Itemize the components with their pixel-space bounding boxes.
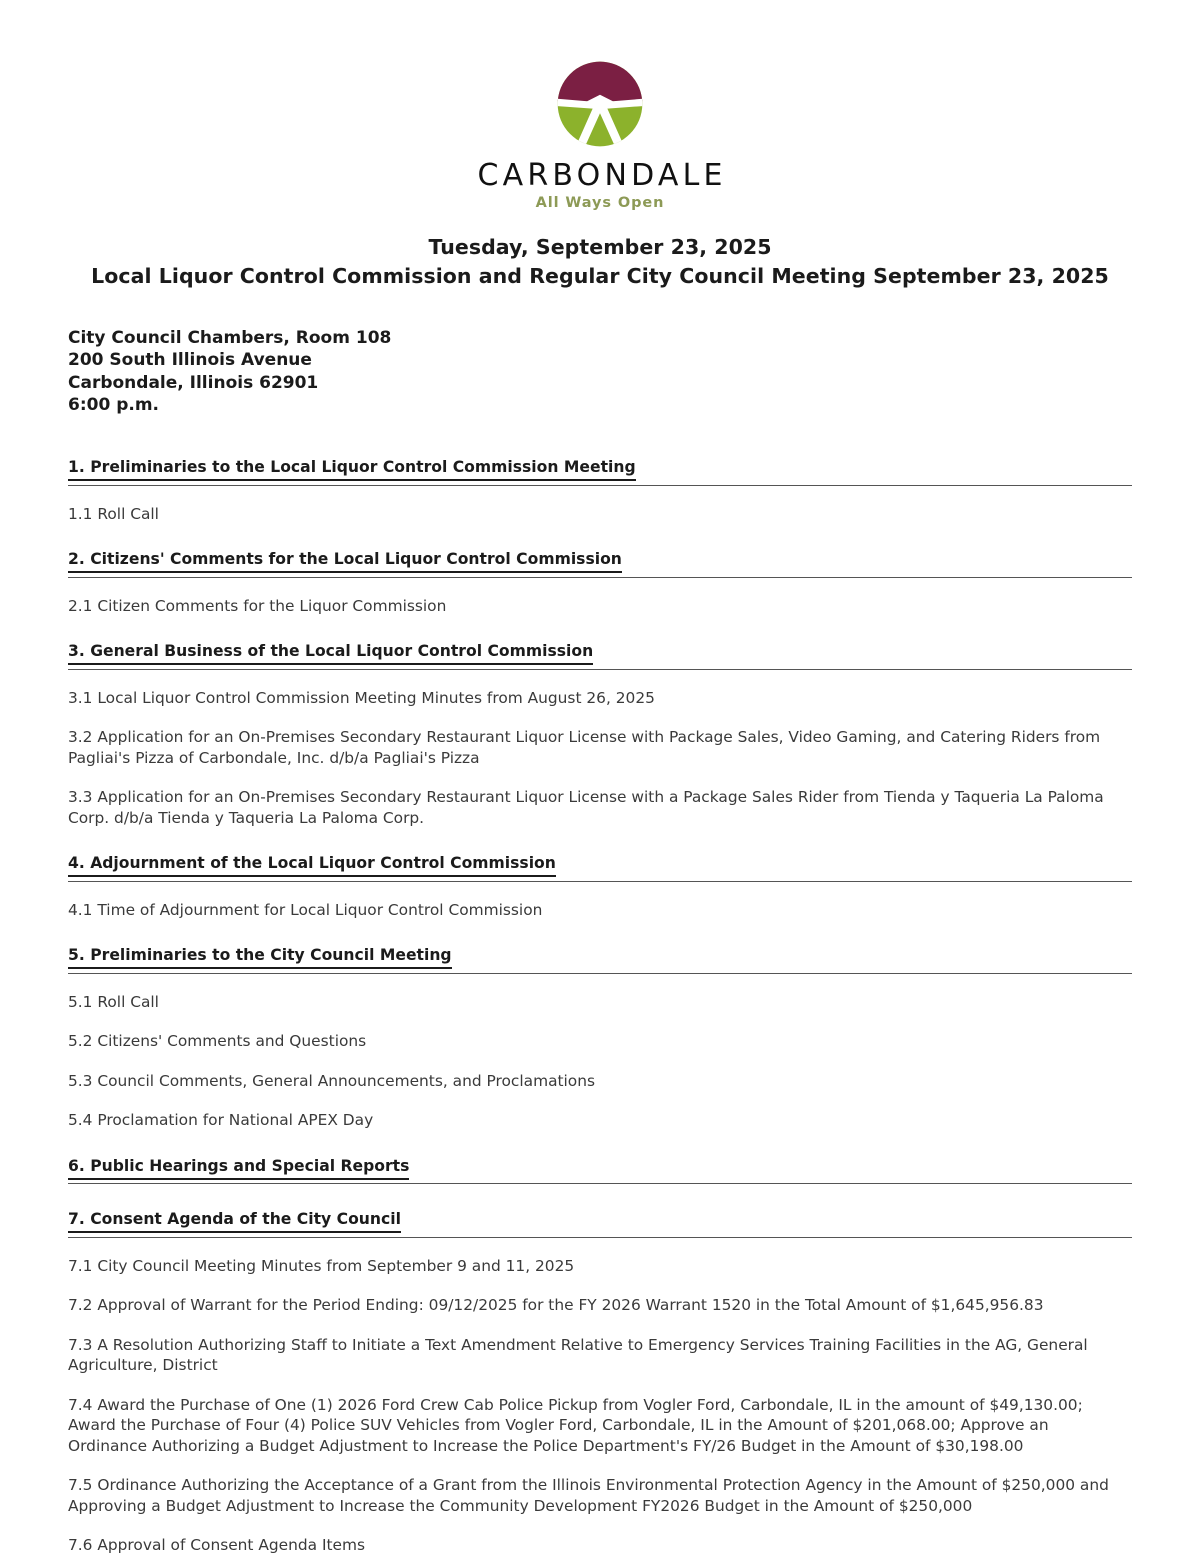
logo-wordmark: CARBONDALE [477, 158, 727, 193]
agenda-section-items [68, 504, 1132, 524]
location-street: 200 South Illinois Avenue [68, 350, 312, 371]
agenda-section-divider [68, 1183, 1132, 1184]
agenda-section-heading[interactable] [68, 946, 1132, 970]
location-city-state-zip: Carbondale, Illinois 62901 [68, 372, 319, 393]
agenda-item[interactable]: 3.1 Local Liquor Control Commission Meeting Minutes from August 26, 2025 [68, 688, 655, 707]
agenda-sections-list [68, 458, 1132, 1555]
meeting-time: 6:00 p.m. [68, 395, 160, 416]
agenda-item[interactable]: 5.1 Roll Call [68, 992, 159, 1011]
agenda-section-items [68, 596, 1132, 616]
agenda-section-divider [68, 881, 1132, 882]
agenda-item[interactable]: 3.3 Application for an On-Premises Secondary Restaurant Liquor License with a Package Sales Rider from Tienda y Taqueria La Paloma Corp. d/b/a Tienda y Taqueria La Paloma Corp. [68, 788, 1104, 827]
agenda-item[interactable]: 5.4 Proclamation for National APEX Day [68, 1111, 374, 1130]
logo-tagline: All Ways Open [535, 195, 665, 211]
meeting-name-line: Local Liquor Control Commission and Regular City Council Meeting September 23, 2025 [91, 263, 1109, 288]
agenda-item[interactable]: 7.4 Award the Purchase of One (1) 2026 Ford Crew Cab Police Pickup from Vogler Ford, Carbondale, IL in the amount of $49,130.00; Award the Purchase of Four (4) Police SUV Vehicles from Vogler Ford, Carbondale, IL in the Amount of $201,068.00; Approve an Ordinance Authorizing a Budget Adjustment to Increase the Police Department's FY/26 Budget in the Amount of $30,198.00 [68, 1395, 1083, 1455]
agenda-item[interactable]: 3.2 Application for an On-Premises Secondary Restaurant Liquor License with Package Sales, Video Gaming, and Catering Riders from Pagliai's Pizza of Carbondale, Inc. d/b/a Pagliai's Pizza [68, 728, 1101, 767]
agenda-section-heading-text: 5. Preliminaries to the City Council Meeting [68, 946, 452, 969]
agenda-section-divider [68, 485, 1132, 486]
agenda-item[interactable]: 7.6 Approval of Consent Agenda Items [68, 1536, 366, 1555]
agenda-section [68, 1157, 1132, 1184]
agenda-section [68, 550, 1132, 616]
agenda-section [68, 946, 1132, 1130]
agenda-section-items [68, 1256, 1132, 1556]
agenda-item[interactable]: 1.1 Roll Call [68, 504, 159, 523]
agenda-item[interactable]: 4.1 Time of Adjournment for Local Liquor Control Commission [68, 900, 543, 919]
agenda-item[interactable]: 7.1 City Council Meeting Minutes from September 9 and 11, 2025 [68, 1256, 575, 1275]
agenda-section-items [68, 992, 1132, 1131]
location-room: City Council Chambers, Room 108 [68, 327, 392, 348]
agenda-item[interactable]: 7.2 Approval of Warrant for the Period Ending: 09/12/2025 for the FY 2026 Warrant 1520 in the Total Amount of $1,645,956.83 [68, 1296, 1044, 1315]
agenda-section-heading-text: 3. General Business of the Local Liquor Control Commission [68, 642, 593, 665]
agenda-item[interactable]: 5.3 Council Comments, General Announcements, and Proclamations [68, 1071, 596, 1090]
agenda-section-items [68, 900, 1132, 920]
agenda-section-heading-text: 2. Citizens' Comments for the Local Liquor Control Commission [68, 550, 622, 573]
agenda-section-heading[interactable] [68, 854, 1132, 878]
agenda-section-divider [68, 669, 1132, 670]
agenda-section-heading[interactable] [68, 1210, 1132, 1234]
agenda-section-heading-text: 1. Preliminaries to the Local Liquor Control Commission Meeting [68, 458, 636, 481]
city-logo-block [68, 0, 1132, 211]
agenda-item[interactable]: 5.2 Citizens' Comments and Questions [68, 1032, 367, 1051]
agenda-section-items [68, 688, 1132, 828]
agenda-section-divider [68, 973, 1132, 974]
agenda-section-heading-text: 7. Consent Agenda of the City Council [68, 1210, 401, 1233]
meeting-date-line: Tuesday, September 23, 2025 [428, 234, 772, 259]
meeting-location-block [68, 327, 1132, 417]
agenda-section-heading[interactable] [68, 642, 1132, 666]
agenda-section-heading-text: 4. Adjournment of the Local Liquor Control Commission [68, 854, 556, 877]
agenda-section-heading-text: 6. Public Hearings and Special Reports [68, 1157, 409, 1180]
meeting-title-block [68, 233, 1132, 291]
agenda-section-heading[interactable] [68, 458, 1132, 482]
agenda-section [68, 642, 1132, 828]
agenda-section [68, 458, 1132, 524]
agenda-section-heading[interactable] [68, 1157, 1132, 1181]
agenda-section-heading[interactable] [68, 550, 1132, 574]
carbondale-sunrise-logo-icon [554, 58, 646, 150]
agenda-section [68, 1210, 1132, 1555]
agenda-section-divider [68, 577, 1132, 578]
agenda-section-divider [68, 1237, 1132, 1238]
agenda-item[interactable]: 2.1 Citizen Comments for the Liquor Commission [68, 596, 447, 615]
agenda-section [68, 854, 1132, 920]
agenda-item[interactable]: 7.5 Ordinance Authorizing the Acceptance of a Grant from the Illinois Environmental Protection Agency in the Amount of $250,000 and Approving a Budget Adjustment to Increase the Community Development FY2026 Budget in the Amount of $250,000 [68, 1476, 1109, 1515]
agenda-item[interactable]: 7.3 A Resolution Authorizing Staff to Initiate a Text Amendment Relative to Emergency Services Training Facilities in the AG, General Agriculture, District [68, 1335, 1088, 1375]
